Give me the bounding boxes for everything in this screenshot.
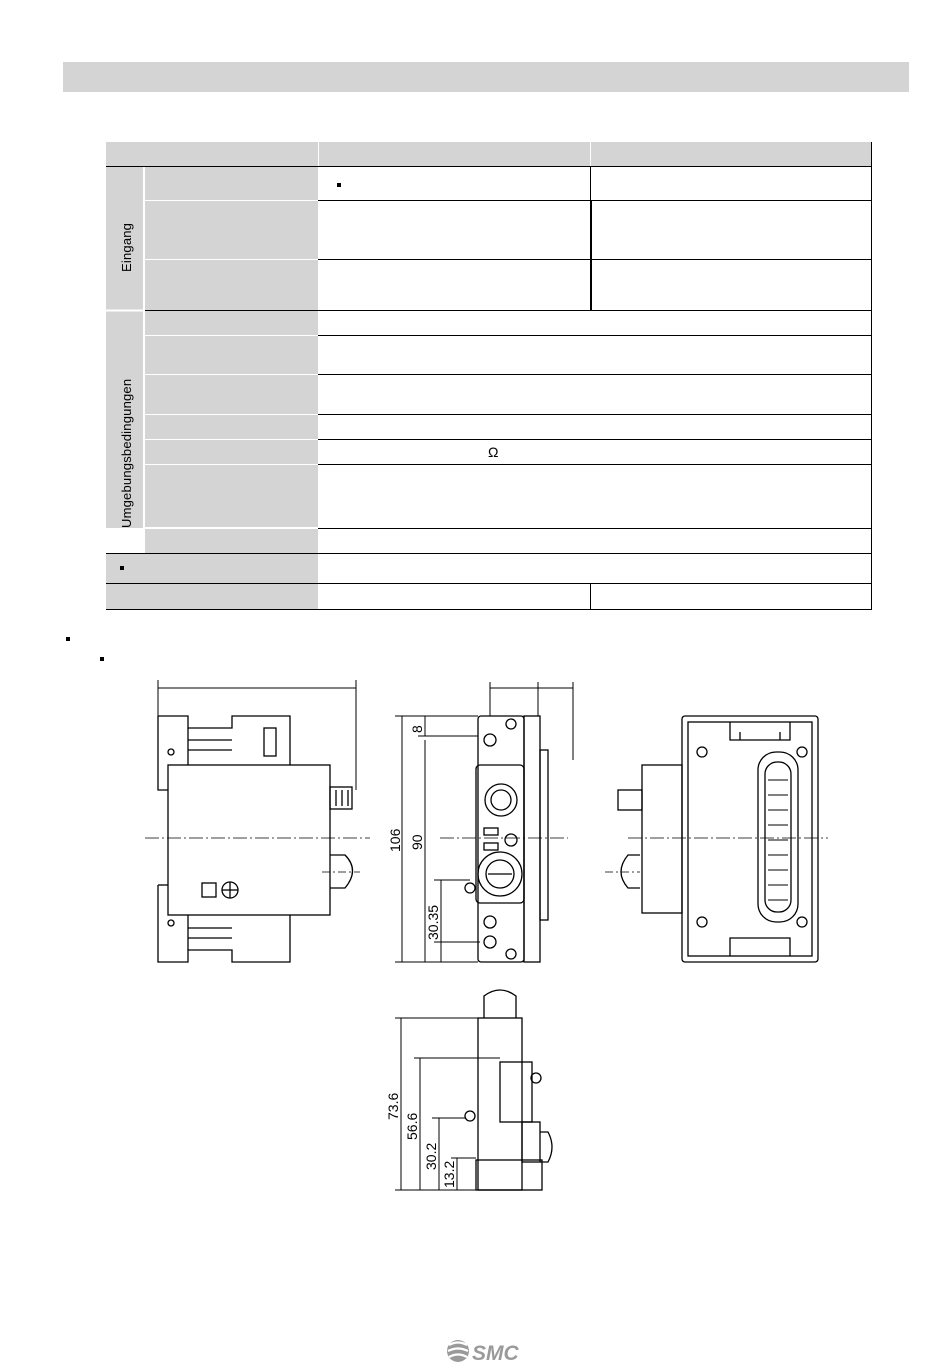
dim-30-2: 30.2 <box>423 1142 439 1170</box>
group-label-text-eingang: Eingang <box>119 222 134 272</box>
side-view-drawing <box>145 680 370 962</box>
front-view-drawing <box>395 682 573 962</box>
dim-73-6: 73.6 <box>385 1092 401 1120</box>
smc-logo <box>447 1340 520 1365</box>
front-view-dimension-labels <box>387 725 441 940</box>
dim-13-2: 13.2 <box>441 1160 457 1188</box>
dim-30-35: 30.35 <box>425 904 441 940</box>
group-label-text-umgebung: Umgebungsbedingungen <box>119 378 134 528</box>
smc-logo-text: SMC <box>472 1342 519 1365</box>
bottom-view-dimension-labels <box>385 1093 457 1188</box>
bottom-view-drawing <box>395 990 552 1190</box>
dim-106: 106 <box>387 828 403 852</box>
omega-symbol: Ω <box>488 444 499 460</box>
dim-8: 8 <box>409 725 425 733</box>
dim-56-6: 56.6 <box>404 1112 420 1140</box>
rear-view-drawing <box>605 716 828 962</box>
dim-90: 90 <box>409 834 425 850</box>
